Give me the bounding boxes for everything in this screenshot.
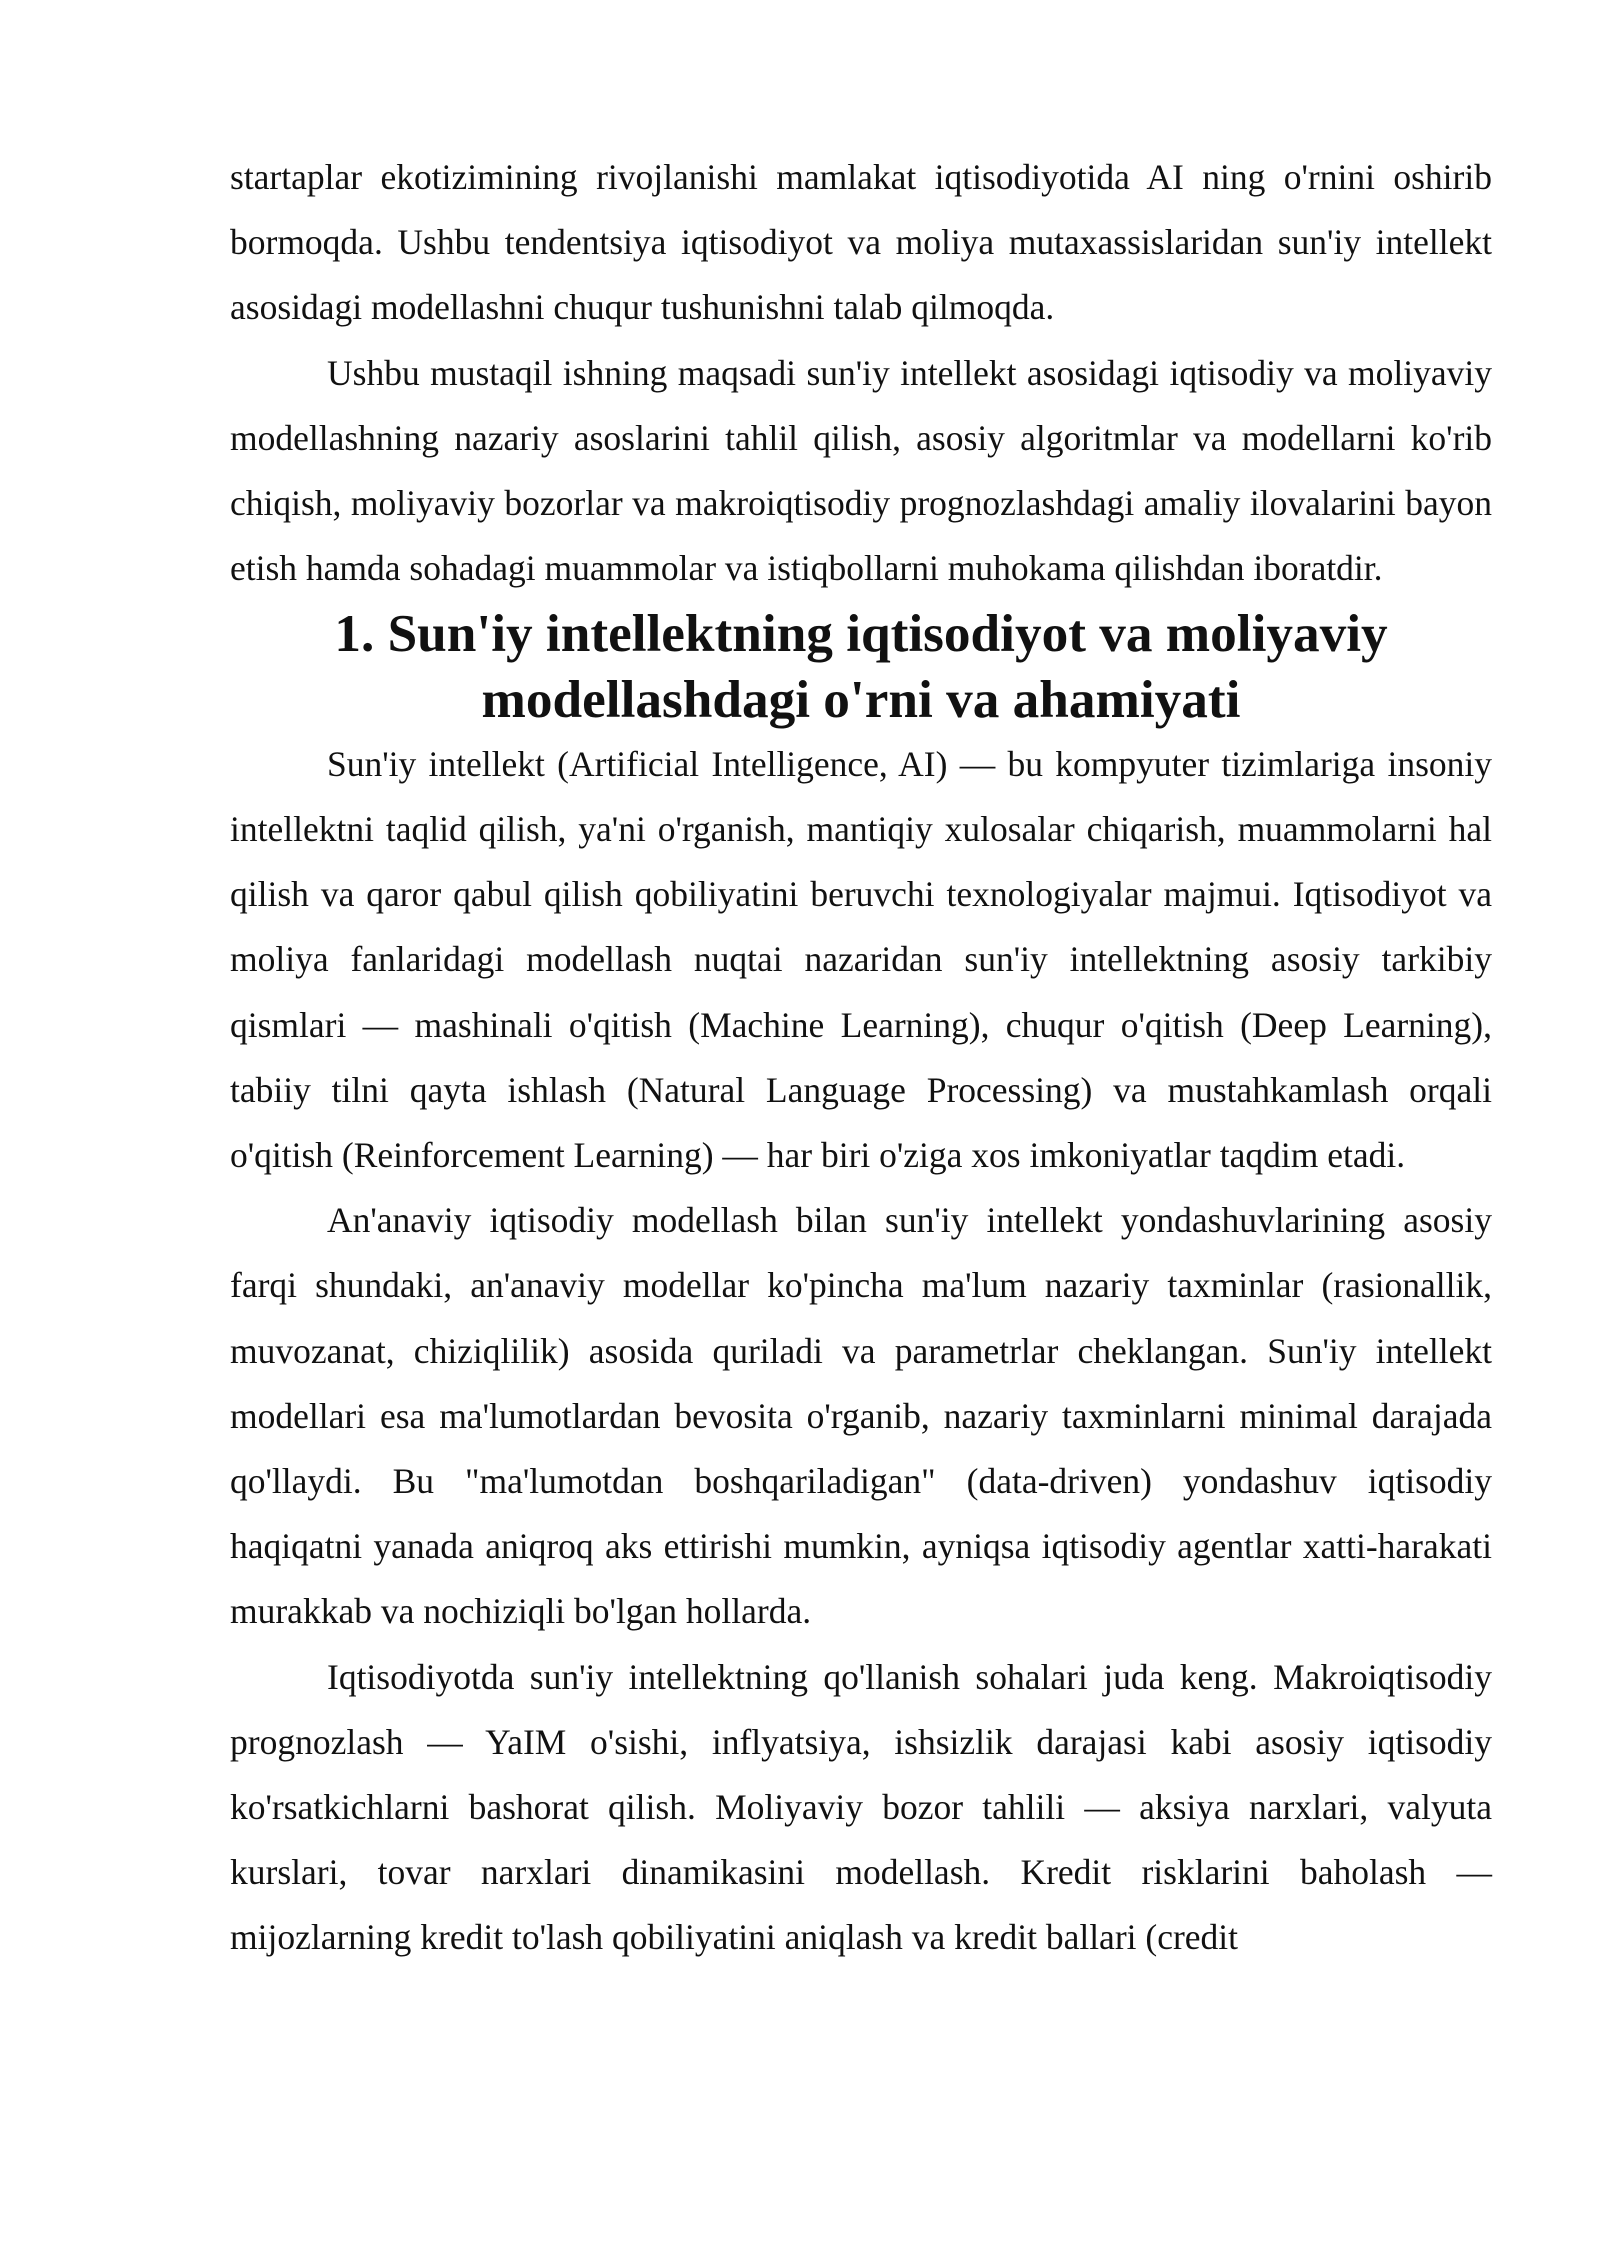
paragraph-continuation: startaplar ekotizimining rivojlanishi mamlakat iqtisodiyotida AI ning o'rnini oshirib bormoqda. Ushbu tendentsiya iqtisodiyot va moliya mutaxassislaridan sun'iy intellekt asosidagi modellashni chuqur tushunishni talab qilmoqda. — [230, 157, 1492, 328]
document-page — [230, 145, 1492, 1971]
paragraph-ai-definition: Sun'iy intellekt (Artificial Intelligence, AI) — bu kompyuter tizimlariga insoniy intellektni taqlid qilish, ya'ni o'rganish, mantiqiy xulosalar chiqarish, muammolarni hal qilish va qaror qabul qilish qobiliyatini beruvchi texnologiyalar majmui. Iqtisodiyot va moliya fanlaridagi modellash nuqtai nazaridan sun'iy intellektning asosiy tarkibiy qismlari — mashinali o'qitish (Machine Learning), chuqur o'qitish (Deep Learning), tabiiy tilni qayta ishlash (Natural Language Processing) va mustahkamlash orqali o'qitish (Reinforcement Learning) — har biri o'ziga xos imkoniyatlar taqdim etadi. — [230, 743, 1492, 1176]
paragraph-traditional-vs-ai: An'anaviy iqtisodiy modellash bilan sun'iy intellekt yondashuvlarining asosiy farqi shundaki, an'anaviy modellar ko'pincha ma'lum nazariy taxminlar (rasionallik, muvozanat, chiziqlilik) asosida quriladi va parametrlar cheklangan. Sun'iy intellekt modellari esa ma'lumotlardan bevosita o'rganib, nazariy taxminlarni minimal darajada qo'llaydi. Bu "ma'lumotdan boshqariladigan" (data-driven) yondashuv iqtisodiy haqiqatni yanada aniqroq aks ettirishi mumkin, ayniqsa iqtisodiy agentlar xatti-harakati murakkab va nochiziqli bo'lgan hollarda. — [230, 1200, 1492, 1632]
section-heading: 1. Sun'iy intellektning iqtisodiyot va moliyaviy modellashdagi o'rni va ahamiyati — [334, 604, 1388, 729]
paragraph-goal: Ushbu mustaqil ishning maqsadi sun'iy intellekt asosidagi iqtisodiy va moliyaviy modellashning nazariy asoslarini tahlil qilish, asosiy algoritmlar va modellarni ko'rib chiqish, moliyaviy bozorlar va makroiqtisodiy prognozlashdagi amaliy ilovalarini bayon etish hamda sohadagi muammolar va istiqbollarni muhokama qilishdan iboratdir. — [230, 352, 1492, 589]
paragraph-application-areas: Iqtisodiyotda sun'iy intellektning qo'llanish sohalari juda keng. Makroiqtisodiy prognozlash — YaIM o'sishi, inflyatsiya, ishsizlik darajasi kabi asosiy iqtisodiy ko'rsatkichlarni bashorat qilish. Moliyaviy bozor tahlili — aksiya narxlari, valyuta kurslari, tovar narxlari dinamikasini modellash. Kredit risklarini baholash — mijozlarning kredit to'lash qobiliyatini aniqlash va kredit ballari (credit — [230, 1656, 1492, 1958]
